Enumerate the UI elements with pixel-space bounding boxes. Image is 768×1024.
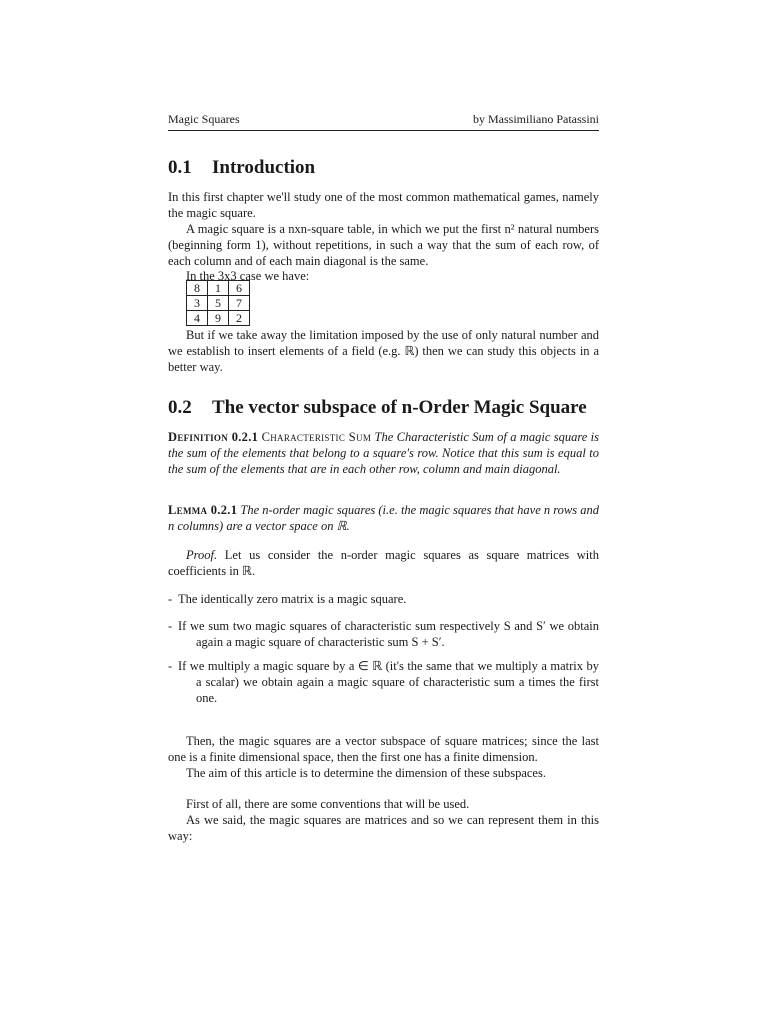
table-cell: 8 (187, 281, 208, 296)
definition-label: Definition 0.2.1 (168, 430, 259, 444)
paragraph-conventions: First of all, there are some conventions that will be used. (186, 797, 470, 811)
definition-name: Characteristic Sum (261, 430, 372, 444)
list-item-text: If we sum two magic squares of characteristic sum respectively S and S′ we obtain again a magic square of characteristic sum S + S′. (178, 619, 599, 649)
list-item: - If we sum two magic squares of characteristic sum respectively S and S′ we obtain again a magic square of characteristic sum S + S′. (168, 619, 599, 649)
section-title: Introduction (212, 157, 316, 178)
section-heading-introduction (168, 157, 315, 179)
proof-text: Let us consider the n-order magic squares as square matrices with coefficients in ℝ. (168, 548, 599, 578)
paragraph-representation: As we said, the magic squares are matrices and so we can represent them in this way: (168, 813, 599, 843)
table-cell: 6 (229, 281, 250, 296)
table-row (187, 296, 250, 311)
definition-text: The Characteristic Sum of a magic square is the sum of the elements that belong to a square's row. Notice that this sum is equal to the sum of the elements that are in each other row, column and main diagonal. (168, 430, 600, 476)
section-number: 0.2 (168, 397, 192, 418)
paragraph-aim: The aim of this article is to determine the dimension of these subspaces. (186, 766, 546, 780)
list-item-text: If we multiply a magic square by a ∈ ℝ (it's the same that we multiply a matrix by a scalar) we obtain again a magic square of characteristic sum a times the first one. (178, 659, 599, 705)
table-cell: 3 (187, 296, 208, 311)
list-item: - The identically zero matrix is a magic square. (168, 591, 599, 607)
definition-block (168, 429, 599, 477)
paragraph-intro: In this first chapter we'll study one of the most common mathematical games, namely the magic square. (168, 190, 599, 220)
table-cell: 2 (229, 311, 250, 326)
table-cell: 5 (208, 296, 229, 311)
table-cell: 7 (229, 296, 250, 311)
paragraph-definition-magic-square: A magic square is a nxn-square table, in which we put the first n² natural numbers (beginning form 1), without repetitions, in such a way that the sum of each row, of each column and of each main diagonal is the same. (168, 222, 599, 268)
proof-block (168, 547, 599, 579)
list-item-text: The identically zero matrix is a magic square. (178, 592, 407, 606)
lemma-label: Lemma 0.2.1 (168, 503, 238, 517)
paragraph-conclusion: Then, the magic squares are a vector subspace of square matrices; since the last one is a finite dimensional space, then the first one has a finite dimension. (168, 734, 599, 764)
paragraph-3x3-intro: In the 3x3 case we have: (186, 269, 310, 283)
header-title: Magic Squares (168, 112, 240, 126)
list-item: - If we multiply a magic square by a ∈ ℝ (it's the same that we multiply a matrix by a scalar) we obtain again a magic square of characteristic sum a times the first one. (168, 659, 599, 705)
table-row (187, 281, 250, 296)
table-row (187, 311, 250, 326)
lemma-block (168, 502, 599, 534)
table-cell: 1 (208, 281, 229, 296)
table-cell: 9 (208, 311, 229, 326)
lemma-text: The n-order magic squares (i.e. the magic squares that have n rows and n columns) are a vector space on ℝ. (168, 503, 599, 533)
section-number: 0.1 (168, 157, 192, 178)
magic-square-table (186, 280, 250, 326)
section-heading-vector-subspace (168, 397, 587, 419)
proof-label: Proof. (186, 548, 218, 562)
header-rule (168, 130, 599, 131)
table-cell: 4 (187, 311, 208, 326)
section-title: The vector subspace of n-Order Magic Square (212, 397, 587, 418)
header-author: by Massimiliano Patassini (473, 112, 599, 126)
running-header (168, 112, 599, 127)
paragraph-field-extension: But if we take away the limitation imposed by the use of only natural number and we establish to insert elements of a field (e.g. ℝ) then we can study this objects in a better way. (168, 328, 599, 374)
